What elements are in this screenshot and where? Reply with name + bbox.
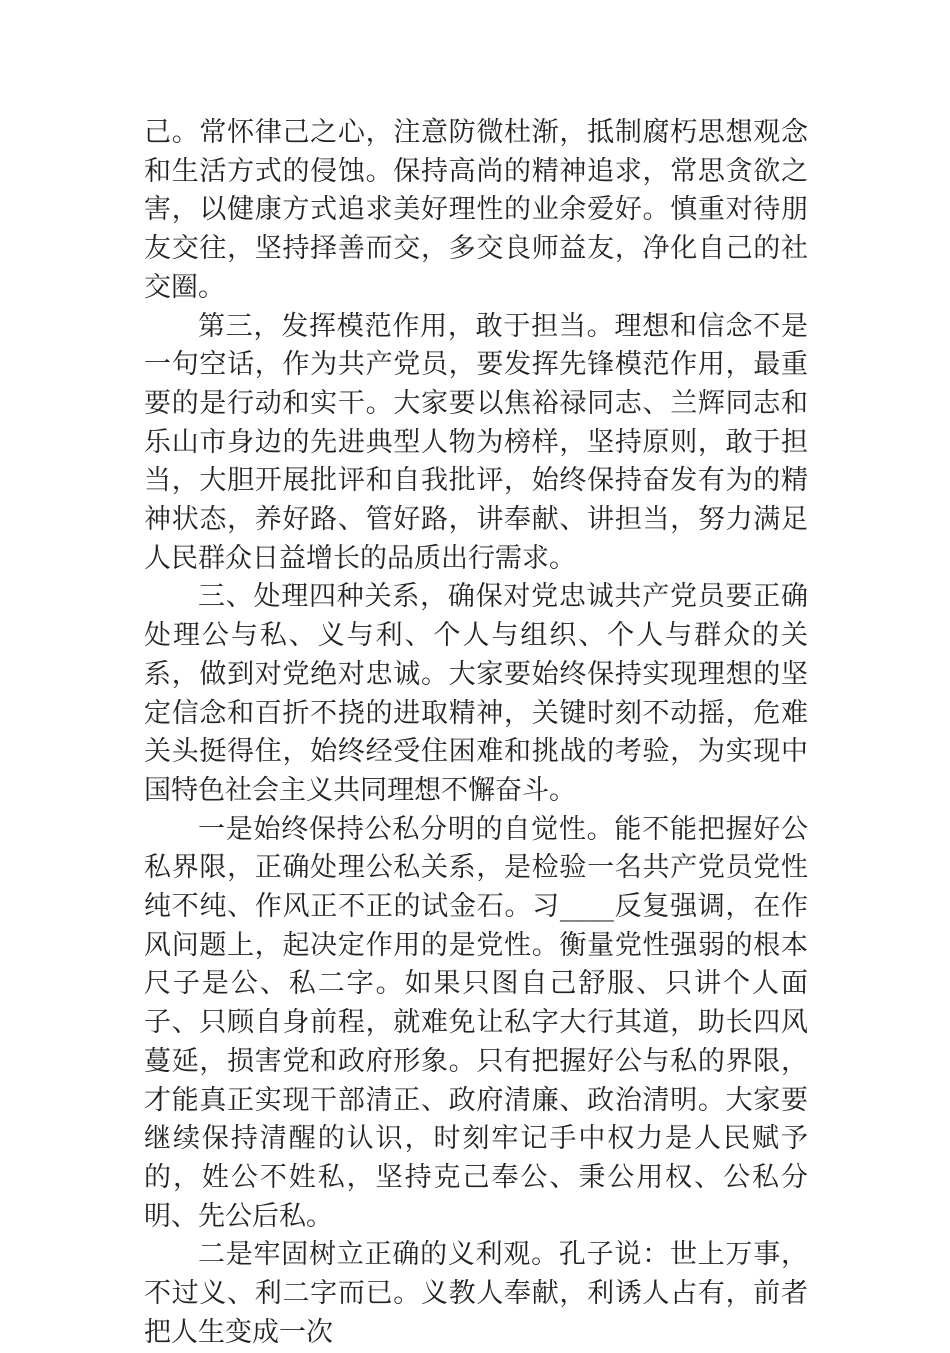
document-body (144, 114, 808, 1353)
paragraph-4: 一是始终保持公私分明的自觉性。能不能把握好公私界限，正确处理公私关系，是检验一名共产党员党性纯不纯、作风正不正的试金石。习____反复强调，在作风问题上，起决定作用的是党性。衡量党性强弱的根本尺子是公、私二字。如果只图自己舒服、只讲个人面子、只顾自身前程，就难免让私字大行其道，助长四风蔓延，损害党和政府形象。只有把握好公与私的界限，才能真正实现干部清正、政府清廉、政治清明。大家要继续保持清醒的认识，时刻牢记手中权力是人民赋予的，姓公不姓私，坚持克己奉公、秉公用权、公私分明、先公后私。 (144, 813, 808, 1232)
paragraph-2: 第三，发挥模范作用，敢于担当。理想和信念不是一句空话，作为共产党员，要发挥先锋模范作用，最重要的是行动和实干。大家要以焦裕禄同志、兰辉同志和乐山市身边的先进典型人物为榜样，坚持原则，敢于担当，大胆开展批评和自我批评，始终保持奋发有为的精神状态，养好路、管好路，讲奉献、讲担当，努力满足人民群众日益增长的品质出行需求。 (144, 310, 808, 574)
paragraph-1: 己。常怀律己之心，注意防微杜渐，抵制腐朽思想观念和生活方式的侵蚀。保持高尚的精神追求，常思贪欲之害，以健康方式追求美好理性的业余爱好。慎重对待朋友交往，坚持择善而交，多交良师益友，净化自己的社交圈。 (144, 117, 808, 303)
paragraph-5: 二是牢固树立正确的义利观。孔子说：世上万事，不过义、利二字而已。义教人奉献，利诱人占有，前者把人生变成一次 (144, 1239, 808, 1348)
paragraph-3: 三、处理四种关系，确保对党忠诚共产党员要正确处理公与私、义与利、个人与组织、个人与群众的关系，做到对党绝对忠诚。大家要始终保持实现理想的坚定信念和百折不挠的进取精神，关键时刻不动摇，危难关头挺得住，始终经受住困难和挑战的考验，为实现中国特色社会主义共同理想不懈奋斗。 (144, 581, 808, 806)
